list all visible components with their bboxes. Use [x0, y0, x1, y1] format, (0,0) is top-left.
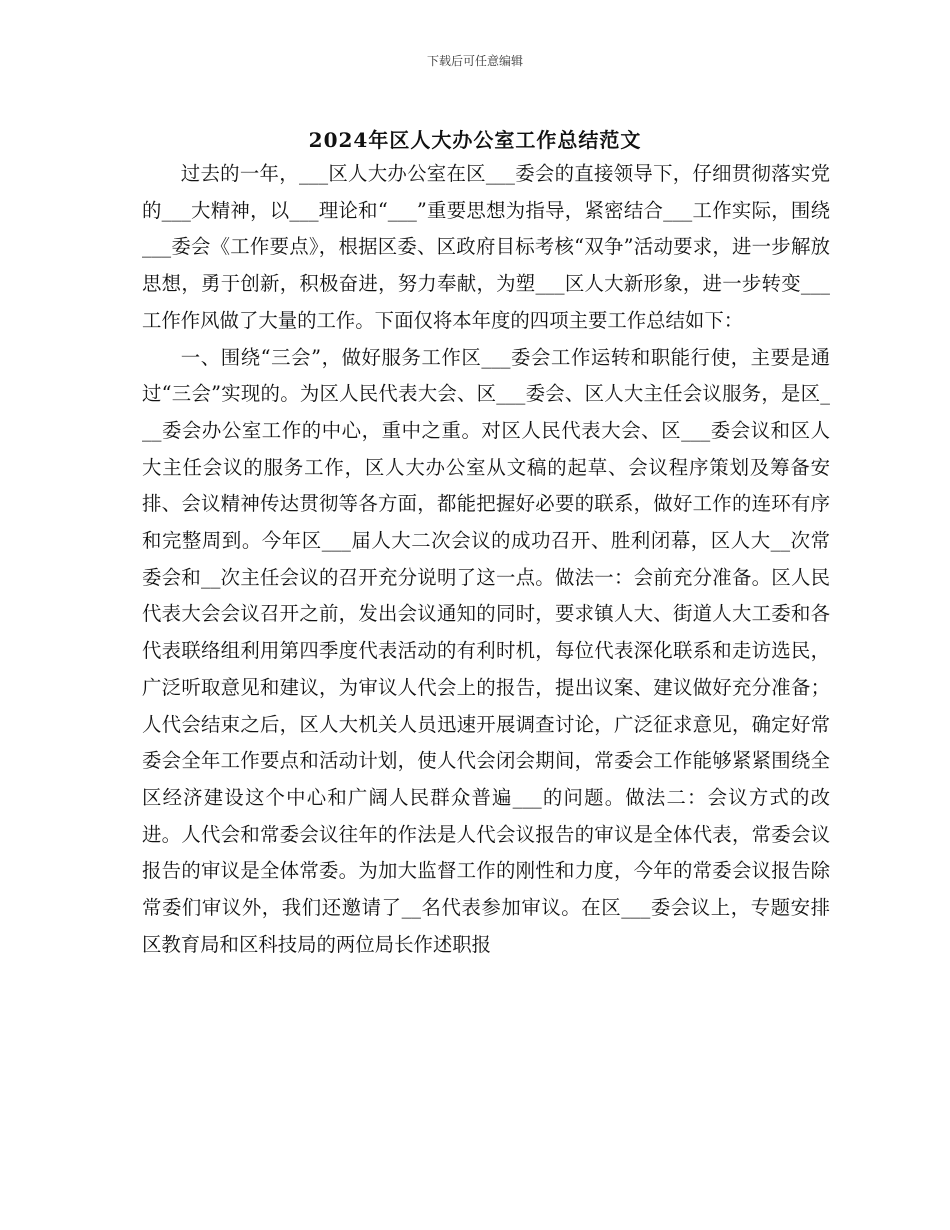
- body-paragraph: 过去的一年，___区人大办公室在区___委会的直接领导下，仔细贯彻落实党的___大精神，以___理论和“___”重要思想为指导，紧密结合___工作实际，围绕___委会《工作要点》，根据区委、区政府目标考核“双争”活动要求，进一步解放思想，勇于创新，积极奋进，努力奉献，为塑___区人大新形象，进一步转变___工作作风做了大量的工作。下面仅将本年度的四项主要工作总结如下：: [142, 162, 830, 332]
- header-note: 下载后可任意编辑: [426, 54, 523, 68]
- document-title: 2024年区人大办公室工作总结范文: [308, 128, 642, 152]
- body-paragraph: 一、围绕“三会”，做好服务工作区___委会工作运转和职能行使，主要是通过“三会”实现的。为区人民代表大会、区___委会、区人大主任会议服务，是区___委会办公室工作的中心，重中之重。对区人民代表大会、区___委会议和区人大主任会议的服务工作，区人大办公室从文稿的起草、会议程序策划及筹备安排、会议精神传达贯彻等各方面，都能把握好必要的联系，做好工作的连环有序和完整周到。今年区___届人大二次会议的成功召开、胜利闭幕，区人大__次常委会和__次主任会议的召开充分说明了这一点。做法一：会前充分准备。区人民代表大会会议召开之前，发出会议通知的同时，要求镇人大、街道人大工委和各代表联络组利用第四季度代表活动的有利时机，每位代表深化联系和走访选民，广泛听取意见和建议，为审议人代会上的报告，提出议案、建议做好充分准备；人代会结束之后，区人大机关人员迅速开展调查讨论，广泛征求意见，确定好常委会全年工作要点和活动计划，使人代会闭会期间，常委会工作能够紧紧围绕全区经济建设这个中心和广阔人民群众普遍___的问题。做法二：会议方式的改进。人代会和常委会议往年的作法是人代会议报告的审议是全体代表，常委会议报告的审议是全体常委。为加大监督工作的刚性和力度，今年的常委会议报告除常委们审议外，我们还邀请了__名代表参加审议。在区___委会议上，专题安排区教育局和区科技局的两位局长作述职报: [142, 345, 830, 956]
- document-body: [142, 156, 830, 963]
